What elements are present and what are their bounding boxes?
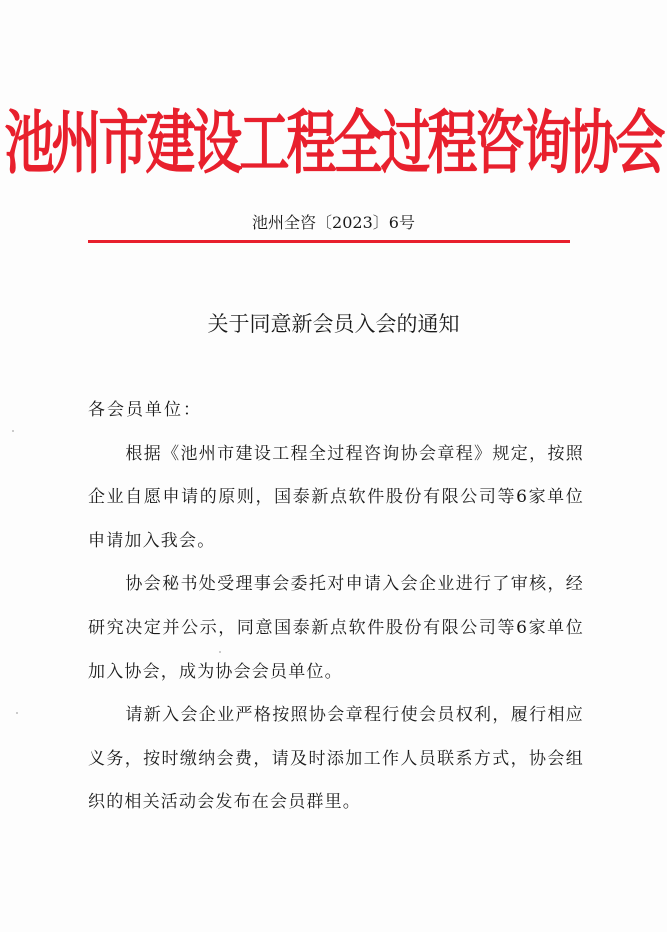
scan-speck (16, 712, 18, 714)
paragraph-3: 请新入会企业严格按照协会章程行使会员权利，履行相应义务，按时缴纳会费，请及时添加工作人员联系方式，协会组织的相关活动会发布在会员群里。 (88, 705, 584, 813)
masthead-title: 池州市建设工程全过程咨询协会 (4, 103, 663, 184)
scan-speck (219, 651, 221, 653)
notice-title: 关于同意新会员入会的通知 (207, 312, 460, 336)
salutation: 各会员单位： (88, 400, 202, 420)
paragraph-1: 根据《池州市建设工程全过程咨询协会章程》规定，按照企业自愿申请的原则，国泰新点软件股份有限公司等6家单位申请加入我会。 (88, 443, 584, 551)
paragraph-2: 协会秘书处受理事会委托对申请入会企业进行了审核，经研究决定并公示，同意国泰新点软件股份有限公司等6家单位加入协会，成为协会会员单位。 (88, 574, 584, 682)
notice-body (88, 389, 584, 825)
red-divider (88, 240, 570, 243)
document-number: 池州全咨〔2023〕6号 (252, 213, 415, 232)
scan-speck (12, 430, 14, 432)
